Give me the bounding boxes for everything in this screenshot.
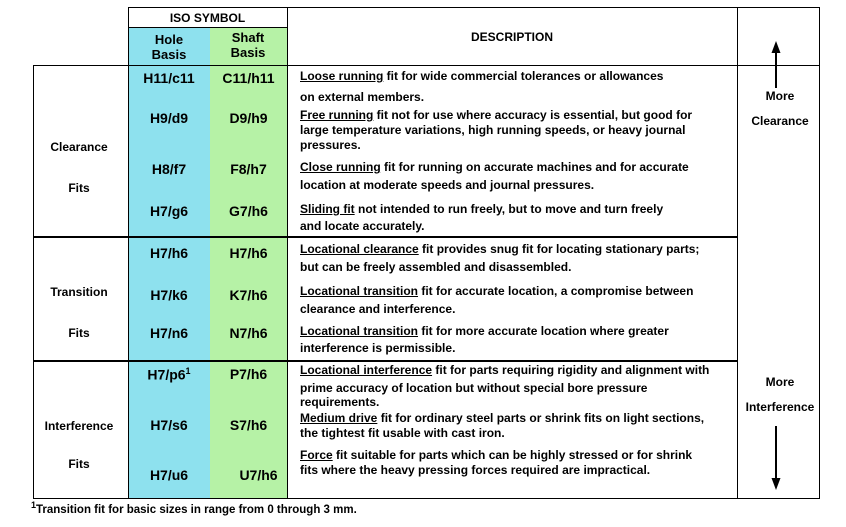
description-text: not intended to run freely, but to move and turn freely (354, 202, 664, 216)
description-line: location at moderate speeds and journal pressures. (300, 178, 595, 192)
up-arrow-icon (772, 41, 781, 53)
fit-term: Free running (300, 108, 374, 122)
footnote-superscript: 1 (185, 366, 191, 376)
fit-term: Sliding fit (300, 202, 355, 216)
more-clearance-label: More (765, 89, 795, 103)
fit-term: Locational transition (300, 324, 419, 338)
table-top-border (128, 7, 820, 8)
shaft-code: P7/h6 (229, 366, 268, 382)
description-line: prime accuracy of location but without special bore pressure (300, 381, 648, 395)
shaft-code: N7/h6 (229, 325, 268, 341)
header-bottom-border (33, 65, 820, 66)
description-line: on external members. (300, 90, 425, 104)
footnote-mark: 1 (31, 500, 37, 510)
hole-code-with-footnote (128, 366, 210, 383)
clearance-transition-divider (33, 236, 738, 238)
hole-code: H8/f7 (151, 161, 187, 177)
hole-code: H7/g6 (149, 203, 189, 219)
fit-term: Loose running (300, 69, 384, 83)
shaft-basis-header: Shaft Basis (230, 30, 266, 60)
description-text: fit for running on accurate machines and for accurate (380, 160, 689, 174)
shaft-code: U7/h6 (239, 467, 278, 483)
interference-fits-label: Interference (44, 419, 114, 433)
down-arrow-icon (772, 478, 781, 490)
hole-code: H7/p6 (147, 366, 186, 383)
side-arrows (738, 8, 819, 498)
description-line (300, 159, 689, 176)
description-text: fit not for use where accuracy is essential, but good for (373, 108, 693, 122)
fit-term: Locational interference (300, 363, 433, 377)
transition-fits-label-2: Fits (68, 326, 90, 340)
footnote-text: Transition fit for basic sizes in range from 0 through 3 mm. (36, 503, 357, 516)
hole-code: H11/c11 (143, 70, 195, 86)
more-clearance-label-2: Clearance (751, 114, 809, 128)
description-text: fit for accurate location, a compromise between (418, 284, 694, 298)
description-line (300, 201, 663, 218)
description-text: fit for parts requiring rigidity and alignment with (432, 363, 710, 377)
shaft-code: D9/h9 (229, 110, 268, 126)
transition-fits-label: Transition (50, 285, 108, 299)
description-line (300, 241, 699, 258)
description-line: large temperature variations, high running speeds, or heavy journal (300, 123, 686, 137)
hole-basis-header: Hole Basis (151, 32, 187, 62)
description-line: and locate accurately. (300, 219, 425, 233)
description-line (300, 362, 709, 379)
description-line: but can be freely assembled and disassembled. (300, 260, 572, 274)
hole-code: H9/d9 (149, 110, 189, 126)
description-header: DESCRIPTION (470, 30, 553, 44)
description-line (300, 68, 663, 85)
description-text: fit suitable for parts which can be highly stressed or for shrink (332, 448, 693, 462)
footnote (31, 500, 357, 516)
description-line: the tightest fit usable with cast iron. (300, 426, 505, 440)
hole-code: H7/k6 (150, 287, 188, 303)
description-left-border (287, 7, 288, 499)
clearance-fits-label-2: Fits (68, 181, 90, 195)
iso-symbol-header: ISO SYMBOL (169, 11, 246, 25)
description-text: fit for ordinary steel parts or shrink fits on light sections, (377, 411, 705, 425)
fit-term: Medium drive (300, 411, 378, 425)
description-text: fit for wide commercial tolerances or allowances (383, 69, 664, 83)
shaft-code: C11/h11 (222, 70, 275, 86)
description-line: interference is permissible. (300, 341, 456, 355)
description-line: pressures. (300, 138, 361, 152)
description-line (300, 283, 693, 300)
description-line (300, 323, 669, 340)
description-line: fits where the heavy pressing forces required are impractical. (300, 463, 651, 477)
shaft-code: G7/h6 (229, 203, 268, 219)
description-line: requirements. (300, 395, 380, 409)
table-bottom-border (33, 498, 820, 499)
fit-term: Locational transition (300, 284, 419, 298)
fit-term: Force (300, 448, 333, 462)
description-line: clearance and interference. (300, 302, 456, 316)
iso-symbol-divider (128, 27, 287, 28)
more-interference-label-2: Interference (745, 400, 815, 414)
more-interference-label: More (765, 375, 795, 389)
hole-code: H7/n6 (149, 325, 189, 341)
hole-code: H7/u6 (149, 467, 189, 483)
fit-term: Locational clearance (300, 242, 419, 256)
fit-term: Close running (300, 160, 381, 174)
description-text: fit provides snug fit for locating stationary parts; (418, 242, 700, 256)
shaft-code: F8/h7 (230, 161, 267, 177)
table-left-border (33, 65, 34, 499)
hole-code: H7/h6 (149, 245, 189, 261)
clearance-fits-label: Clearance (50, 140, 108, 154)
interference-fits-label-2: Fits (68, 457, 90, 471)
shaft-code: H7/h6 (229, 245, 268, 261)
hole-code: H7/s6 (150, 417, 188, 433)
description-text: fit for more accurate location where greater (418, 324, 669, 338)
table-right-border (819, 7, 820, 499)
shaft-code: S7/h6 (229, 417, 268, 433)
shaft-code: K7/h6 (229, 287, 268, 303)
